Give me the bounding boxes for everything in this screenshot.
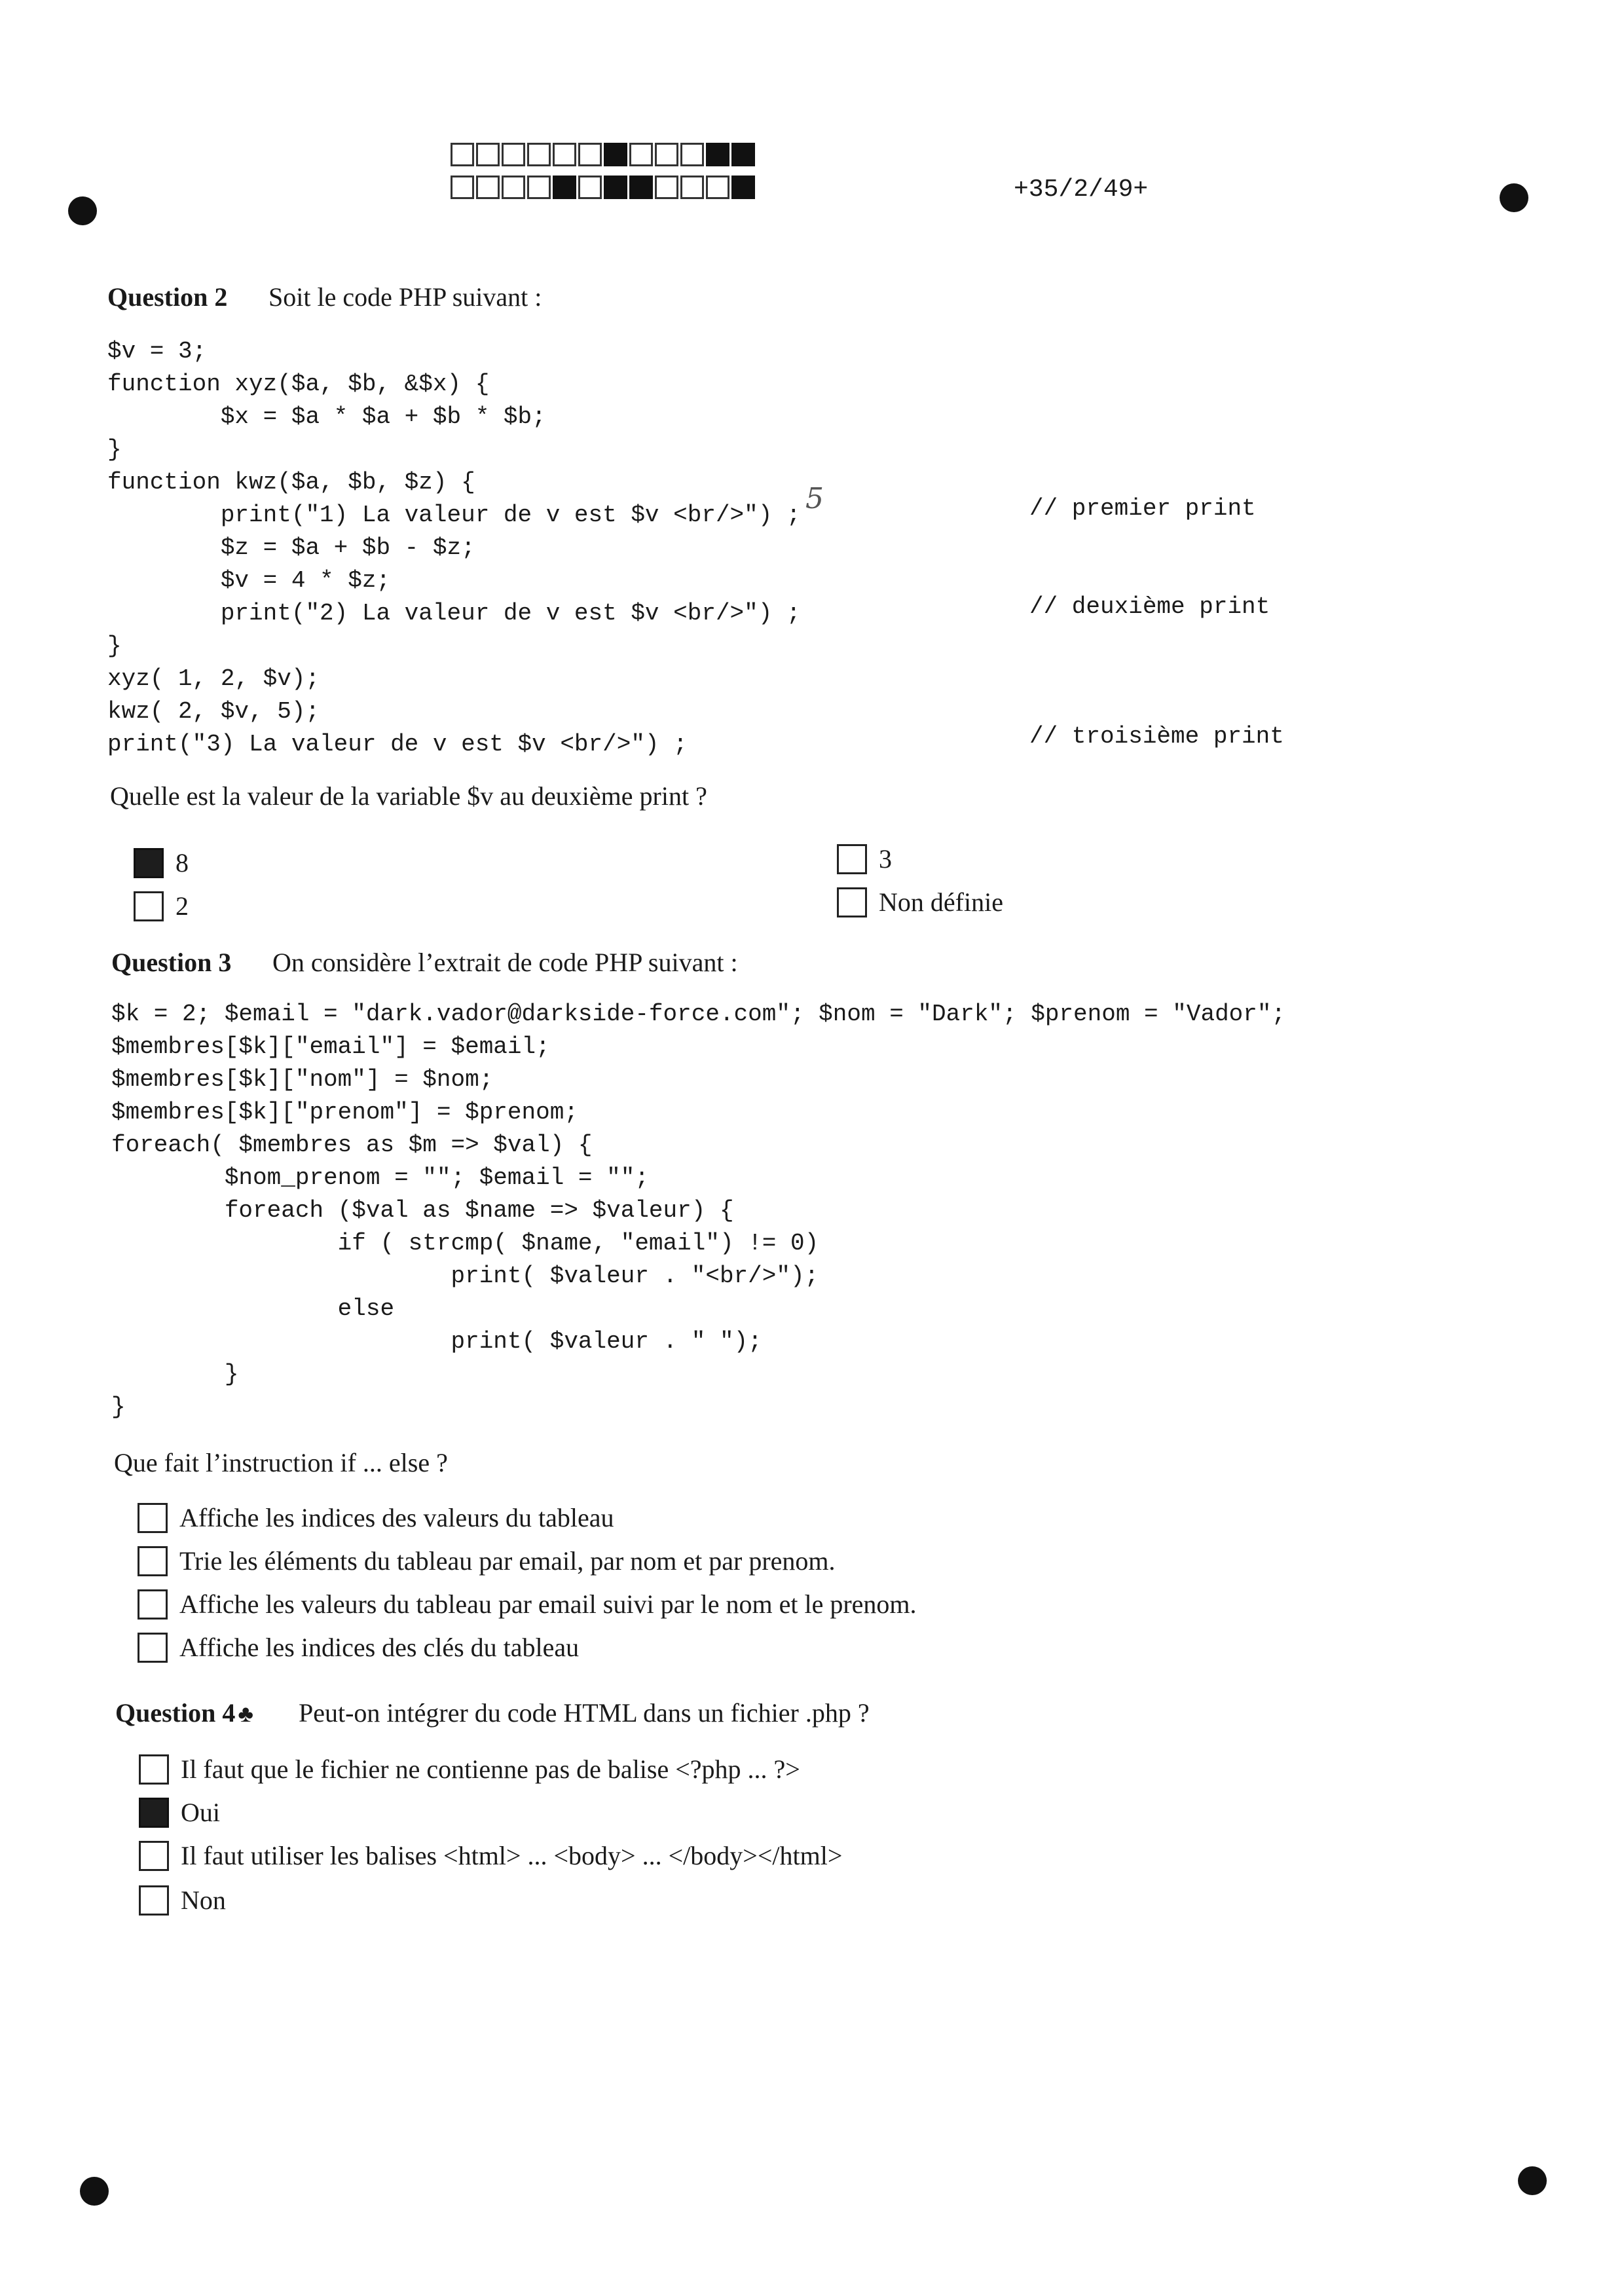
q3-option-1[interactable] [138,1502,614,1533]
q3-option-2-label: Trie les éléments du tableau par email, par nom et par prenom. [179,1546,836,1576]
q3-option-2[interactable] [138,1546,836,1576]
id-grid-cell [680,176,704,199]
id-grid-cell [451,143,474,166]
question-2-intro: Soit le code PHP suivant : [268,282,542,312]
q3-option-3-label: Affiche les valeurs du tableau par email suivi par le nom et le prenom. [179,1589,917,1619]
id-grid-row-1 [451,143,757,166]
id-grid-cell [578,176,602,199]
q2-option-1-label: 8 [175,848,189,878]
id-grid-cell [629,176,653,199]
id-grid-cell [706,176,729,199]
corner-mark-bottom-left [80,2177,109,2206]
q2-option-3[interactable] [837,843,892,874]
id-grid-cell [655,176,678,199]
q4-option-1-checkbox[interactable] [139,1754,169,1785]
q2-option-4-checkbox[interactable] [837,887,867,917]
q4-option-1-label: Il faut que le fichier ne contienne pas de balise <?php ... ?> [181,1754,800,1784]
comment-premier-print: // premier print [1029,495,1256,522]
page-id: +35/2/49+ [1014,176,1149,204]
q2-option-4[interactable] [837,887,1003,917]
id-grid-cell [655,143,678,166]
q2-option-4-label: Non définie [879,887,1003,917]
q3-option-1-checkbox[interactable] [138,1503,168,1533]
q4-option-4-checkbox[interactable] [139,1885,169,1916]
question-3-header [111,947,738,978]
q3-option-3[interactable] [138,1589,917,1620]
id-grid-cell [476,143,500,166]
q4-option-2-label: Oui [181,1798,220,1827]
q4-option-4[interactable] [139,1885,226,1916]
id-grid-cell [706,143,729,166]
corner-mark-top-right [1500,183,1528,212]
id-grid-cell [604,143,627,166]
question-2-prompt: Quelle est la valeur de la variable $v au deuxième print ? [110,781,707,811]
q3-option-4-checkbox[interactable] [138,1633,168,1663]
id-grid-cell [553,143,576,166]
question-3-label: Question 3 [111,948,232,977]
corner-mark-top-left [68,196,97,225]
q2-option-2[interactable] [134,891,189,921]
question-2-label: Question 2 [107,282,228,312]
q3-option-4-label: Affiche les indices des clés du tableau [179,1633,580,1662]
id-grid-cell [451,176,474,199]
q4-option-2-checkbox[interactable] [139,1798,169,1828]
q4-option-4-label: Non [181,1885,226,1915]
id-grid-cell [731,176,755,199]
handwritten-mark: 5 [805,482,824,515]
id-grid-cell [553,176,576,199]
id-grid-row-2 [451,176,757,199]
id-grid-cell [578,143,602,166]
q2-option-3-label: 3 [879,844,892,874]
id-grid-cell [502,143,525,166]
q4-option-2[interactable] [139,1797,220,1828]
id-grid-cell [604,176,627,199]
id-grid-cell [527,143,551,166]
q2-option-3-checkbox[interactable] [837,844,867,874]
question-4-intro: Peut-on intégrer du code HTML dans un fichier .php ? [299,1698,870,1728]
comment-deuxieme-print: // deuxième print [1029,593,1270,620]
q2-option-2-label: 2 [175,891,189,921]
q2-option-1[interactable] [134,847,189,878]
corner-mark-bottom-right [1518,2166,1547,2195]
question-2-code: $v = 3; function xyz($a, $b, &$x) { $x = $a * $a + $b * $b; } function kwz($a, $b, $z) { print("1) La valeur de v est $v <br/>") ; $z = $a + $b - $z; $v = 4 * $z; print("2) La valeur de v est $v <br/>") ; } xyz( 1, 2, $v); kwz( 2, $v, 5); print("3) La valeur de v est $v <br/>") ; [107,338,801,758]
id-grid-cell [502,176,525,199]
question-4-label-wrap [115,1697,299,1728]
q2-option-1-checkbox[interactable] [134,848,164,878]
q3-option-3-checkbox[interactable] [138,1589,168,1620]
q4-option-3-checkbox[interactable] [139,1841,169,1871]
id-grid-cell [476,176,500,199]
q4-option-3[interactable] [139,1840,842,1871]
q2-option-2-checkbox[interactable] [134,891,164,921]
id-grid-cell [629,143,653,166]
question-3-prompt: Que fait l’instruction if ... else ? [114,1448,448,1477]
id-grid-cell [527,176,551,199]
question-4-label: Question 4 [115,1698,236,1728]
q3-option-4[interactable] [138,1632,579,1663]
question-4-header [115,1697,870,1728]
comment-troisieme-print: // troisième print [1029,723,1284,750]
q3-option-1-label: Affiche les indices des valeurs du tableau [179,1503,614,1532]
question-3-code: $k = 2; $email = "dark.vador@darkside-force.com"; $nom = "Dark"; $prenom = "Vador"; $membres[$k]["email"] = $email; $membres[$k]["nom"] = $nom; $membres[$k]["prenom"] = $prenom; foreach( $membres as $m => $val) { $nom_prenom = ""; $email = ""; foreach ($val as $name => $valeur) { if ( strcmp( $name, "email") != 0) print( $valeur . "<br/>"); else print( $valeur . " "); } } [111,1001,1286,1420]
q4-option-1[interactable] [139,1754,800,1785]
q3-option-2-checkbox[interactable] [138,1546,168,1576]
question-2-header [107,282,542,312]
club-icon: ♣ [238,1701,253,1727]
id-grid-cell [731,143,755,166]
id-grid-cell [680,143,704,166]
question-3-intro: On considère l’extrait de code PHP suivant : [272,948,738,977]
q4-option-3-label: Il faut utiliser les balises <html> ... <body> ... </body></html> [181,1841,843,1870]
